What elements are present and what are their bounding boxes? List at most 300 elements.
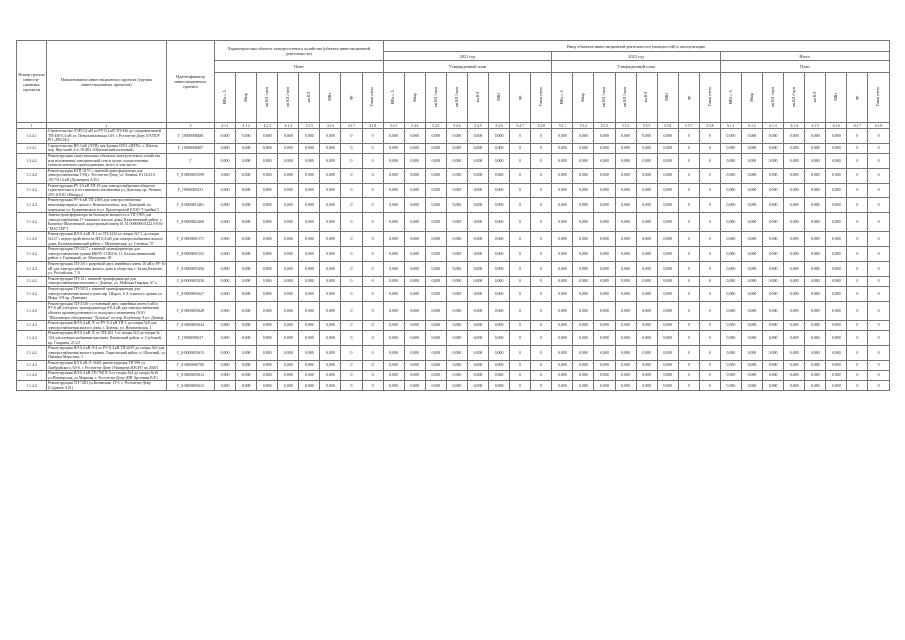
column-number: 1 [17, 123, 47, 129]
project-id-cell: Г_0-0000005634 [167, 321, 215, 331]
value-cell: 0,000 [467, 213, 488, 232]
project-id-cell: Г_0-0000005152 [167, 247, 215, 262]
value-cell: 0,000 [805, 331, 826, 346]
value-cell: 0,000 [573, 129, 594, 144]
value-cell: 0 [699, 301, 720, 320]
value-cell: 0 [510, 168, 531, 183]
unit-header-label: др. [686, 94, 691, 100]
value-cell: 0 [699, 247, 720, 262]
value-cell: 0,000 [383, 321, 404, 331]
value-cell: 0,000 [215, 321, 236, 331]
value-cell: 0,000 [383, 371, 404, 381]
unit-header-label: км ВЛ 2-цеп [791, 86, 796, 108]
value-cell: 0 [868, 276, 889, 286]
value-cell: 0,000 [278, 321, 299, 331]
value-cell: 0,000 [425, 262, 446, 277]
value-cell: 0,000 [615, 262, 636, 277]
unit-header [573, 73, 594, 123]
value-cell: 0,000 [425, 232, 446, 247]
project-name-cell: Реконструкция ТП-2317 с заменой трансформатора для электроснабжения здания МБОУ СОШ № 11, Белокалитвинский район, г. Горняцкий, ул. Мичурина, 38 [47, 247, 167, 262]
value-cell: 0,000 [805, 183, 826, 198]
value-cell: 0,000 [552, 183, 573, 198]
group-number-cell: 1.1.4.2 [17, 331, 47, 346]
value-cell: 0,000 [299, 183, 320, 198]
value-cell: 0 [847, 262, 868, 277]
value-cell: 0,000 [278, 276, 299, 286]
value-cell: 0,000 [657, 153, 678, 168]
value-cell: 0,000 [720, 183, 741, 198]
value-cell: 0,000 [236, 183, 257, 198]
value-cell: 0,000 [278, 183, 299, 198]
value-cell: 0 [510, 198, 531, 213]
value-cell: 0,000 [404, 371, 425, 381]
value-cell: 0 [341, 346, 362, 361]
value-cell: 0,000 [425, 381, 446, 391]
value-cell: 0,000 [763, 262, 784, 277]
value-cell: 0,000 [446, 287, 467, 302]
header-plan: План [215, 61, 384, 73]
value-cell: 0 [531, 262, 552, 277]
unit-header [868, 73, 889, 123]
value-cell: 0,000 [720, 276, 741, 286]
value-cell: 0,000 [236, 143, 257, 153]
value-cell: 0,000 [320, 153, 341, 168]
value-cell: 0,000 [573, 143, 594, 153]
value-cell: 0 [341, 143, 362, 153]
value-cell: 0 [678, 321, 699, 331]
value-cell: 0 [362, 346, 383, 361]
column-number: 2 [47, 123, 167, 129]
value-cell: 0,000 [763, 168, 784, 183]
unit-header [215, 73, 236, 123]
value-cell: 0 [699, 360, 720, 370]
value-cell: 0 [341, 153, 362, 168]
unit-header [657, 73, 678, 123]
column-number: 4.1.3 [257, 123, 278, 129]
column-number: 5.4.5 [467, 123, 488, 129]
value-cell: 0,000 [257, 346, 278, 361]
value-cell: 0,000 [763, 381, 784, 391]
value-cell: 0,000 [467, 129, 488, 144]
value-cell: 0,000 [278, 129, 299, 144]
value-cell: 0,000 [320, 129, 341, 144]
value-cell: 0 [341, 276, 362, 286]
value-cell: 0 [362, 360, 383, 370]
value-cell: 0 [847, 213, 868, 232]
value-cell: 0,000 [741, 213, 762, 232]
value-cell: 0,000 [784, 381, 805, 391]
table-row [17, 321, 890, 331]
project-id-cell: Г_19000008487 [167, 143, 215, 153]
value-cell: 0,000 [573, 346, 594, 361]
value-cell: 0,000 [594, 346, 615, 361]
column-number: 6.1.7 [847, 123, 868, 129]
value-cell: 0,000 [383, 276, 404, 286]
value-cell: 0,000 [784, 276, 805, 286]
project-id-cell: Г_0-0000005613 [167, 381, 215, 391]
value-cell: 0,000 [299, 360, 320, 370]
value-cell: 0,000 [763, 213, 784, 232]
value-cell: 0,000 [446, 183, 467, 198]
value-cell: 0 [362, 168, 383, 183]
value-cell: 0,000 [741, 371, 762, 381]
value-cell: 0,000 [826, 183, 847, 198]
value-cell: 0,000 [636, 262, 657, 277]
value-cell: 0 [510, 381, 531, 391]
value-cell: 0 [678, 262, 699, 277]
value-cell: 0,000 [594, 301, 615, 320]
value-cell: 0,000 [784, 213, 805, 232]
value-cell: 0,000 [615, 168, 636, 183]
project-name-cell: Реконструкция существующих объектов электросетевого хозяйства или исключения электрической сети в целях осуществления технологического присоединения, всего, в том числе: [47, 153, 167, 168]
project-id-cell: Г [167, 153, 215, 168]
value-cell: 0,000 [636, 346, 657, 361]
value-cell: 0,000 [552, 232, 573, 247]
unit-header [531, 73, 552, 123]
group-number-cell: 1.3.4.1 [17, 129, 47, 144]
value-cell: 0,000 [320, 213, 341, 232]
value-cell: 0,000 [805, 232, 826, 247]
value-cell: 0,000 [784, 331, 805, 346]
project-name-cell: Реконструкция ВЛ-0,4 кВ Л- от РУ-0,4 кВ ТП-1 до опоры №8 для электроснабжения жилого дома, г. Донецк, ул. Нахимовская, 1 [47, 321, 167, 331]
value-cell: 0 [510, 129, 531, 144]
value-cell: 0,000 [215, 262, 236, 277]
value-cell: 0,000 [636, 331, 657, 346]
value-cell: 0 [678, 301, 699, 320]
value-cell: 0,000 [784, 371, 805, 381]
column-number: 4.1.7 [341, 123, 362, 129]
value-cell: 0,000 [320, 360, 341, 370]
value-cell: 0,000 [383, 346, 404, 361]
value-cell: 0,000 [636, 287, 657, 302]
value-cell: 0,000 [236, 346, 257, 361]
value-cell: 0 [699, 321, 720, 331]
value-cell: 0,000 [615, 183, 636, 198]
value-cell: 0,000 [425, 301, 446, 320]
value-cell: 0,000 [236, 247, 257, 262]
value-cell: 0 [678, 153, 699, 168]
value-cell: 0 [699, 381, 720, 391]
value-cell: 0,000 [425, 276, 446, 286]
value-cell: 0 [531, 143, 552, 153]
value-cell: 0 [847, 153, 868, 168]
unit-header-label: Мвар [749, 92, 754, 102]
value-cell: 0,000 [383, 247, 404, 262]
value-cell: 0,000 [489, 360, 510, 370]
value-cell: 0,000 [215, 287, 236, 302]
value-cell: 0,000 [215, 213, 236, 232]
value-cell: 0,000 [826, 247, 847, 262]
table-body [17, 129, 890, 391]
value-cell: 0,000 [720, 153, 741, 168]
value-cell: 0,000 [446, 198, 467, 213]
column-number: 5.4.6 [489, 123, 510, 129]
value-cell: 0,000 [467, 287, 488, 302]
value-cell: 0,000 [236, 276, 257, 286]
value-cell: 0,000 [594, 360, 615, 370]
header-approved-plan-2023: Утвержденный план [552, 61, 721, 73]
unit-header-label: Мвар [581, 92, 586, 102]
value-cell: 0,000 [425, 360, 446, 370]
unit-header-label: км КЛ [644, 91, 649, 103]
value-cell: 0,000 [257, 153, 278, 168]
column-number: 5.5.7 [678, 123, 699, 129]
value-cell: 0 [362, 213, 383, 232]
value-cell: 0,000 [257, 331, 278, 346]
value-cell: 0,000 [573, 183, 594, 198]
value-cell: 0 [699, 213, 720, 232]
group-number-cell: 1.1.4.2 [17, 247, 47, 262]
value-cell: 0 [678, 276, 699, 286]
value-cell: 0,000 [573, 301, 594, 320]
value-cell: 0,000 [720, 346, 741, 361]
value-cell: 0,000 [594, 198, 615, 213]
value-cell: 0 [362, 321, 383, 331]
value-cell: 0,000 [299, 213, 320, 232]
unit-header [699, 73, 720, 123]
value-cell: 0,000 [741, 276, 762, 286]
value-cell: 0,000 [573, 262, 594, 277]
value-cell: 0,000 [615, 381, 636, 391]
value-cell: 0,000 [257, 168, 278, 183]
value-cell: 0,000 [467, 360, 488, 370]
unit-header-label: МВт [328, 93, 333, 101]
value-cell: 0 [678, 198, 699, 213]
table-row [17, 198, 890, 213]
group-number-cell: 1.1.4.2 [17, 301, 47, 320]
header-plan-total: План [720, 61, 889, 73]
value-cell: 0 [341, 247, 362, 262]
value-cell: 0 [678, 360, 699, 370]
value-cell: 0,000 [594, 213, 615, 232]
value-cell: 0,000 [657, 129, 678, 144]
table-header [17, 41, 890, 129]
project-id-cell: Г_0-0000002460 [167, 213, 215, 232]
value-cell: 0,000 [320, 287, 341, 302]
value-cell: 0,000 [278, 153, 299, 168]
value-cell: 0,000 [657, 143, 678, 153]
value-cell: 0,000 [784, 129, 805, 144]
value-cell: 0,000 [299, 247, 320, 262]
unit-header [594, 73, 615, 123]
value-cell: 0,000 [467, 198, 488, 213]
value-cell: 0,000 [657, 381, 678, 391]
value-cell: 0 [362, 247, 383, 262]
value-cell: 0,000 [489, 276, 510, 286]
value-cell: 0,000 [489, 321, 510, 331]
table-row [17, 301, 890, 320]
value-cell: 0,000 [257, 198, 278, 213]
value-cell: 0,000 [573, 168, 594, 183]
value-cell: 0 [699, 346, 720, 361]
value-cell: 0,000 [404, 232, 425, 247]
value-cell: 0,000 [741, 360, 762, 370]
unit-header [299, 73, 320, 123]
table-row [17, 287, 890, 302]
value-cell: 0,000 [257, 360, 278, 370]
value-cell: 0 [868, 371, 889, 381]
value-cell: 0 [868, 321, 889, 331]
unit-header [341, 73, 362, 123]
value-cell: 0,000 [741, 153, 762, 168]
value-cell: 0,000 [720, 321, 741, 331]
project-name-cell: Реконструкция РУ-10 кВ ТП-18 для электроснабжения объектов туристического и гостиничного назначения ул. Донская, пр. Ленина, 29/1 (ООО «Рекорд») [47, 183, 167, 198]
value-cell: 0,000 [720, 198, 741, 213]
value-cell: 0,000 [594, 321, 615, 331]
value-cell: 0,000 [278, 168, 299, 183]
value-cell: 0,000 [446, 247, 467, 262]
value-cell: 0,000 [257, 262, 278, 277]
value-cell: 0 [531, 168, 552, 183]
value-cell: 0,000 [446, 232, 467, 247]
value-cell: 0 [699, 371, 720, 381]
value-cell: 0,000 [657, 262, 678, 277]
project-name-cell: Реконструкция ТП-5013 с заменой трансформатора для электроснабжения жилого дома пер. Шорох, 6 А и жилого здания ул. Мира, 5/8 пр. Донецкое [47, 287, 167, 302]
value-cell: 0 [362, 232, 383, 247]
value-cell: 0,000 [763, 360, 784, 370]
value-cell: 0,000 [573, 371, 594, 381]
value-cell: 0,000 [278, 198, 299, 213]
value-cell: 0,000 [741, 129, 762, 144]
value-cell: 0,000 [257, 143, 278, 153]
value-cell: 0,000 [215, 247, 236, 262]
value-cell: 0,000 [636, 381, 657, 391]
value-cell: 0,000 [826, 153, 847, 168]
value-cell: 0,000 [299, 331, 320, 346]
value-cell: 0,000 [741, 301, 762, 320]
value-cell: 0 [362, 276, 383, 286]
value-cell: 0 [847, 371, 868, 381]
header-project-id: Идентификатор инвестиционного проекта [167, 41, 215, 123]
value-cell: 0,000 [425, 287, 446, 302]
header-approved-plan-2021: Утвержденный план [383, 61, 552, 73]
value-cell: 0 [699, 331, 720, 346]
value-cell: 0,000 [320, 301, 341, 320]
value-cell: 0 [510, 183, 531, 198]
column-number: 6.1.2 [741, 123, 762, 129]
value-cell: 0 [510, 153, 531, 168]
column-number: 5.4.2 [404, 123, 425, 129]
value-cell: 0,000 [784, 346, 805, 361]
unit-header-label: км ВЛ 2-цеп [286, 86, 291, 108]
value-cell: 0,000 [552, 301, 573, 320]
unit-header [278, 73, 299, 123]
value-cell: 0,000 [299, 153, 320, 168]
value-cell: 0,000 [826, 371, 847, 381]
value-cell: 0,000 [299, 198, 320, 213]
value-cell: 0 [362, 287, 383, 302]
value-cell: 0,000 [446, 321, 467, 331]
value-cell: 0,000 [383, 129, 404, 144]
value-cell: 0,000 [489, 232, 510, 247]
value-cell: 0,000 [446, 276, 467, 286]
value-cell: 0 [847, 143, 868, 153]
value-cell: 0,000 [320, 168, 341, 183]
unit-header-label: км ВЛ 1-цеп [433, 86, 438, 108]
value-cell: 0,000 [257, 321, 278, 331]
value-cell: 0 [868, 129, 889, 144]
column-number: 4.1.8 [362, 123, 383, 129]
value-cell: 0,000 [467, 183, 488, 198]
group-number-cell: 1.3.4.1 [17, 143, 47, 153]
project-id-cell: Г_0-0000005614 [167, 371, 215, 381]
table-row [17, 276, 890, 286]
value-cell: 0 [341, 287, 362, 302]
value-cell: 0 [868, 232, 889, 247]
project-id-cell: Г_0-0000005171 [167, 232, 215, 247]
value-cell: 0,000 [763, 143, 784, 153]
value-cell: 0,000 [741, 183, 762, 198]
value-cell: 0,000 [657, 276, 678, 286]
value-cell: 0,000 [657, 168, 678, 183]
value-cell: 0,000 [446, 153, 467, 168]
value-cell: 0,000 [404, 129, 425, 144]
value-cell: 0 [699, 168, 720, 183]
value-cell: 0,000 [615, 371, 636, 381]
value-cell: 0,000 [784, 232, 805, 247]
value-cell: 0,000 [425, 198, 446, 213]
value-cell: 0,000 [720, 168, 741, 183]
value-cell: 0,000 [299, 143, 320, 153]
value-cell: 0,000 [573, 213, 594, 232]
value-cell: 0,000 [636, 198, 657, 213]
value-cell: 0,000 [657, 232, 678, 247]
unit-header [236, 73, 257, 123]
group-number-cell: 1.1.4.2 [17, 198, 47, 213]
value-cell: 0,000 [615, 276, 636, 286]
value-cell: 0,000 [552, 287, 573, 302]
value-cell: 0,000 [215, 198, 236, 213]
value-cell: 0 [341, 321, 362, 331]
value-cell: 0,000 [805, 247, 826, 262]
value-cell: 0 [531, 198, 552, 213]
group-number-cell: 1.1.4.2 [17, 168, 47, 183]
value-cell: 0,000 [257, 247, 278, 262]
value-cell: 0,000 [636, 247, 657, 262]
value-cell: 0,000 [826, 143, 847, 153]
value-cell: 0,000 [425, 321, 446, 331]
value-cell: 0,000 [720, 301, 741, 320]
header-group-number: Номер группы инвести-ционных проектов [17, 41, 47, 123]
value-cell: 0,000 [573, 321, 594, 331]
value-cell: 0,000 [657, 321, 678, 331]
value-cell: 0,000 [215, 183, 236, 198]
value-cell: 0,000 [552, 346, 573, 361]
value-cell: 0,000 [636, 371, 657, 381]
value-cell: 0,000 [215, 168, 236, 183]
value-cell: 0,000 [805, 346, 826, 361]
value-cell: 0,000 [257, 213, 278, 232]
value-cell: 0,000 [594, 183, 615, 198]
value-cell: 0 [678, 371, 699, 381]
value-cell: 0,000 [278, 381, 299, 391]
value-cell: 0,000 [784, 287, 805, 302]
value-cell: 0,000 [805, 129, 826, 144]
value-cell: 0 [678, 247, 699, 262]
value-cell: 0,000 [236, 129, 257, 144]
unit-header [784, 73, 805, 123]
value-cell: 0,000 [236, 153, 257, 168]
unit-header-label: Точки учета [370, 87, 375, 107]
value-cell: 0,000 [741, 331, 762, 346]
unit-header-label: МВт×А [222, 89, 227, 105]
value-cell: 0 [847, 301, 868, 320]
value-cell: 0,000 [215, 301, 236, 320]
value-cell: 0,000 [826, 232, 847, 247]
value-cell: 0,000 [657, 331, 678, 346]
value-cell: 0,000 [594, 232, 615, 247]
table-row [17, 360, 890, 370]
